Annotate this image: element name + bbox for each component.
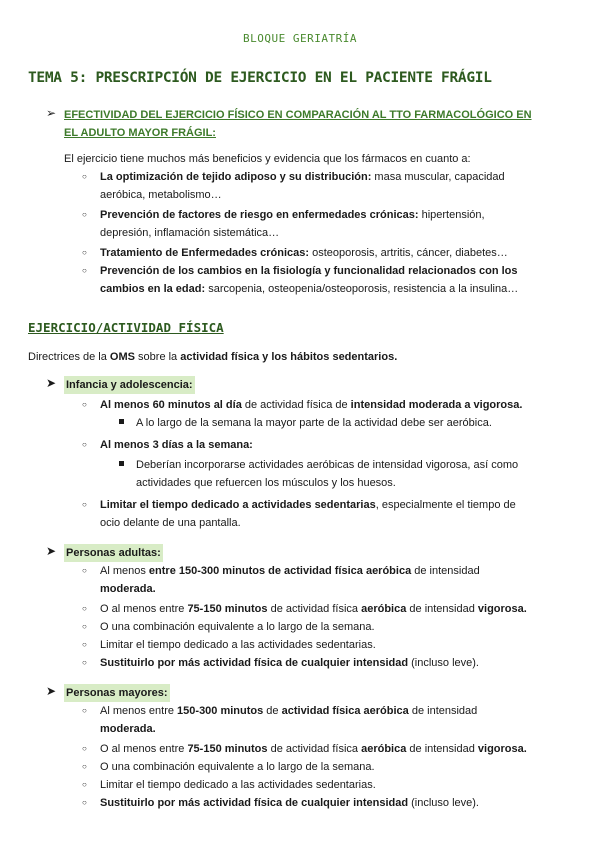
list-item: O al menos entre 75-150 minutos de actividad física aeróbica de intensidad vigorosa. (100, 743, 527, 755)
list-item: O al menos entre 75-150 minutos de actividad física aeróbica de intensidad vigorosa. (100, 603, 527, 615)
list-item: Limitar el tiempo dedicado a las actividades sedentarias. (100, 639, 376, 651)
circle-bullet-icon: ○ (82, 744, 87, 753)
circle-bullet-icon: ○ (82, 622, 87, 631)
list-item-continuation: moderada. (100, 583, 156, 595)
section1-intro: El ejercicio tiene muchos más beneficios y evidencia que los fármacos en cuanto a: (64, 153, 471, 165)
square-bullet-icon (119, 461, 124, 466)
section2-intro: Directrices de la OMS sobre la actividad física y los hábitos sedentarios. (28, 351, 398, 363)
list-item: O una combinación equivalente a lo largo de la semana. (100, 761, 375, 773)
infancia-label: Infancia y adolescencia: (64, 376, 195, 394)
document-header: BLOQUE GERIATRÍA (243, 32, 357, 45)
section1-heading-line2: EL ADULTO MAYOR FRÁGIL: (64, 127, 216, 139)
list-item: O una combinación equivalente a lo largo de la semana. (100, 621, 375, 633)
mayores-label: Personas mayores: (64, 684, 170, 702)
section1-heading-line1: EFECTIVIDAD DEL EJERCICIO FÍSICO EN COMPARACIÓN AL TTO FARMACOLÓGICO EN (64, 109, 532, 121)
arrow-bullet-icon: ➤ (46, 684, 57, 698)
circle-bullet-icon: ○ (82, 604, 87, 613)
list-subitem-continuation: actividades que refuercen los músculos y los huesos. (136, 477, 396, 489)
circle-bullet-icon: ○ (82, 762, 87, 771)
list-item: La optimización de tejido adiposo y su distribución: masa muscular, capacidad (100, 171, 505, 183)
list-item: Tratamiento de Enfermedades crónicas: osteoporosis, artritis, cáncer, diabetes… (100, 247, 508, 259)
circle-bullet-icon: ○ (82, 440, 87, 449)
list-item-continuation: ocio delante de una pantalla. (100, 517, 241, 529)
list-item-continuation: aeróbica, metabolismo… (100, 189, 222, 201)
arrow-bullet-icon: ➤ (46, 376, 57, 390)
arrow-bullet-icon: ➢ (46, 106, 57, 120)
list-item: Prevención de los cambios en la fisiología y funcionalidad relacionados con los (100, 265, 518, 277)
circle-bullet-icon: ○ (82, 780, 87, 789)
list-item-continuation: depresión, inflamación sistemática… (100, 227, 280, 239)
circle-bullet-icon: ○ (82, 798, 87, 807)
list-item: Sustituirlo por más actividad física de cualquier intensidad (incluso leve). (100, 657, 479, 669)
list-item-continuation: moderada. (100, 723, 156, 735)
list-item: Al menos 3 días a la semana: (100, 439, 253, 451)
list-item: Limitar el tiempo dedicado a actividades sedentarias, especialmente el tiempo de (100, 499, 516, 511)
list-subitem: Deberían incorporarse actividades aeróbicas de intensidad vigorosa, así como (136, 459, 519, 471)
page-title: TEMA 5: PRESCRIPCIÓN DE EJERCICIO EN EL PACIENTE FRÁGIL (28, 70, 492, 86)
square-bullet-icon (119, 419, 124, 424)
section2-title: EJERCICIO/ACTIVIDAD FÍSICA (28, 320, 224, 335)
circle-bullet-icon: ○ (82, 640, 87, 649)
circle-bullet-icon: ○ (82, 566, 87, 575)
list-item: Al menos 60 minutos al día de actividad física de intensidad moderada a vigorosa. (100, 399, 523, 411)
list-item: Al menos entre 150-300 minutos de actividad física aeróbica de intensidad (100, 565, 480, 577)
list-item: Al menos entre 150-300 minutos de actividad física aeróbica de intensidad (100, 705, 478, 717)
list-item-continuation: cambios en la edad: sarcopenia, osteopenia/osteoporosis, resistencia a la insulina… (100, 283, 519, 295)
list-item: Limitar el tiempo dedicado a las actividades sedentarias. (100, 779, 376, 791)
circle-bullet-icon: ○ (82, 266, 87, 275)
circle-bullet-icon: ○ (82, 210, 87, 219)
circle-bullet-icon: ○ (82, 400, 87, 409)
list-item: Prevención de factores de riesgo en enfermedades crónicas: hipertensión, (100, 209, 485, 221)
circle-bullet-icon: ○ (82, 706, 87, 715)
circle-bullet-icon: ○ (82, 172, 87, 181)
circle-bullet-icon: ○ (82, 248, 87, 257)
adultos-label: Personas adultas: (64, 544, 163, 562)
circle-bullet-icon: ○ (82, 500, 87, 509)
list-item: Sustituirlo por más actividad física de cualquier intensidad (incluso leve). (100, 797, 479, 809)
arrow-bullet-icon: ➤ (46, 544, 57, 558)
circle-bullet-icon: ○ (82, 658, 87, 667)
list-subitem: A lo largo de la semana la mayor parte de la actividad debe ser aeróbica. (136, 417, 492, 429)
